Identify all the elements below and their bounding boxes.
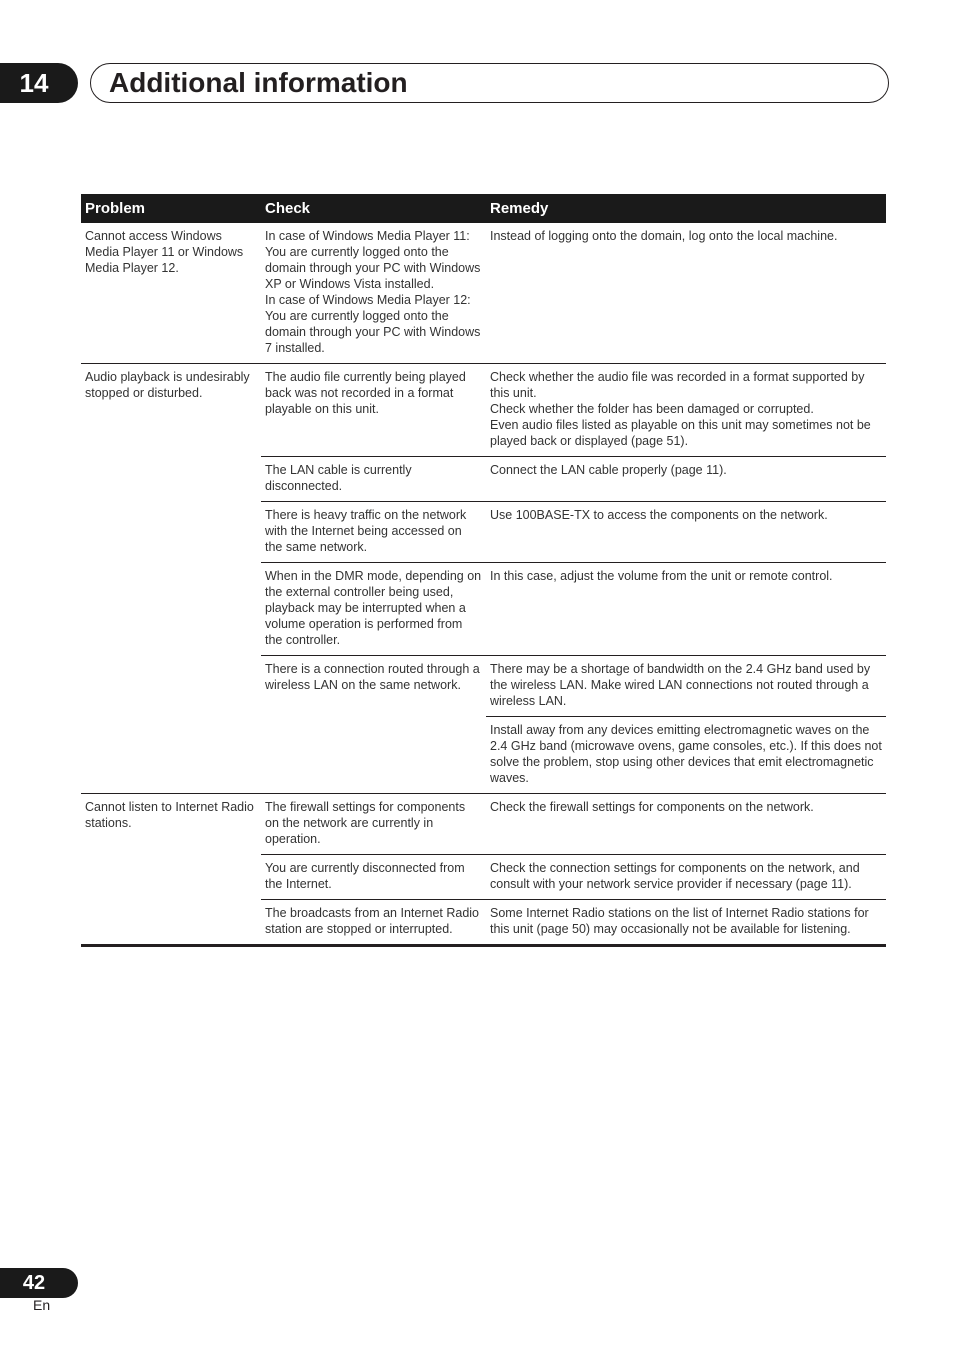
check-cell: There is heavy traffic on the network with the Internet being accessed on the same network. — [261, 502, 486, 563]
check-cell: The firewall settings for components on the network are currently in operation. — [261, 794, 486, 855]
check-cell: The LAN cable is currently disconnected. — [261, 457, 486, 502]
page-language: En — [33, 1297, 51, 1313]
table-row — [81, 794, 886, 855]
check-cell: When in the DMR mode, depending on the external controller being used, playback may be interrupted when a volume operation is performed from the controller. — [261, 563, 486, 656]
remedy-cell: Instead of logging onto the domain, log onto the local machine. — [490, 229, 838, 243]
remedy-cell: Install away from any devices emitting electromagnetic waves on the 2.4 GHz band (microwave ovens, game consoles, etc.). If this does not solve the problem, stop using other devices that emit electromagnetic waves. — [486, 717, 886, 794]
remedy-cell: Use 100BASE-TX to access the components on the network. — [486, 502, 886, 563]
problem-cell: Cannot access Windows Media Player 11 or Windows Media Player 12. — [85, 229, 244, 275]
remedy-line: Check whether the folder has been damaged or corrupted. — [490, 402, 814, 416]
column-header-check: Check — [261, 194, 486, 223]
table-header-row — [81, 194, 886, 223]
check-cell: You are currently disconnected from the Internet. — [261, 855, 486, 900]
table-row — [81, 223, 886, 364]
problem-cell: Cannot listen to Internet Radio stations. — [81, 794, 261, 946]
column-header-remedy: Remedy — [486, 194, 886, 223]
problem-cell: Audio playback is undesirably stopped or disturbed. — [81, 364, 261, 794]
page-number: 42 — [0, 1268, 78, 1298]
remedy-cell: Some Internet Radio stations on the list of Internet Radio stations for this unit (page 50) may occasionally not be available for listening. — [486, 900, 886, 946]
remedy-cell: In this case, adjust the volume from the unit or remote control. — [486, 563, 886, 656]
check-cell — [261, 223, 486, 364]
remedy-cell — [486, 364, 886, 457]
chapter-title: Additional information — [109, 67, 408, 98]
troubleshooting-table — [81, 194, 886, 947]
check-cell: The audio file currently being played back was not recorded in a format playable on this unit. — [261, 364, 486, 457]
remedy-cell: Check the firewall settings for components on the network. — [486, 794, 886, 855]
remedy-cell: Check the connection settings for components on the network, and consult with your network service provider if necessary (page 11). — [486, 855, 886, 900]
check-line: In case of Windows Media Player 11: You are currently logged onto the domain through your PC with Windows XP or Windows Vista installed. — [265, 229, 481, 291]
table-row — [81, 364, 886, 457]
check-cell: There is a connection routed through a wireless LAN on the same network. — [261, 656, 486, 794]
chapter-number: 14 — [0, 63, 78, 103]
remedy-cell: Connect the LAN cable properly (page 11). — [486, 457, 886, 502]
remedy-line: Even audio files listed as playable on this unit may sometimes not be played back or displayed (page 51). — [490, 418, 871, 448]
remedy-line: Check whether the audio file was recorded in a format supported by this unit. — [490, 370, 865, 400]
check-cell: The broadcasts from an Internet Radio station are stopped or interrupted. — [261, 900, 486, 946]
remedy-cell: There may be a shortage of bandwidth on the 2.4 GHz band used by the wireless LAN. Make wired LAN connections not routed through a wireless LAN. — [486, 656, 886, 717]
chapter-title-box — [90, 63, 889, 103]
column-header-problem: Problem — [81, 194, 261, 223]
check-line: In case of Windows Media Player 12: You are currently logged onto the domain through your PC with Windows 7 installed. — [265, 293, 481, 355]
